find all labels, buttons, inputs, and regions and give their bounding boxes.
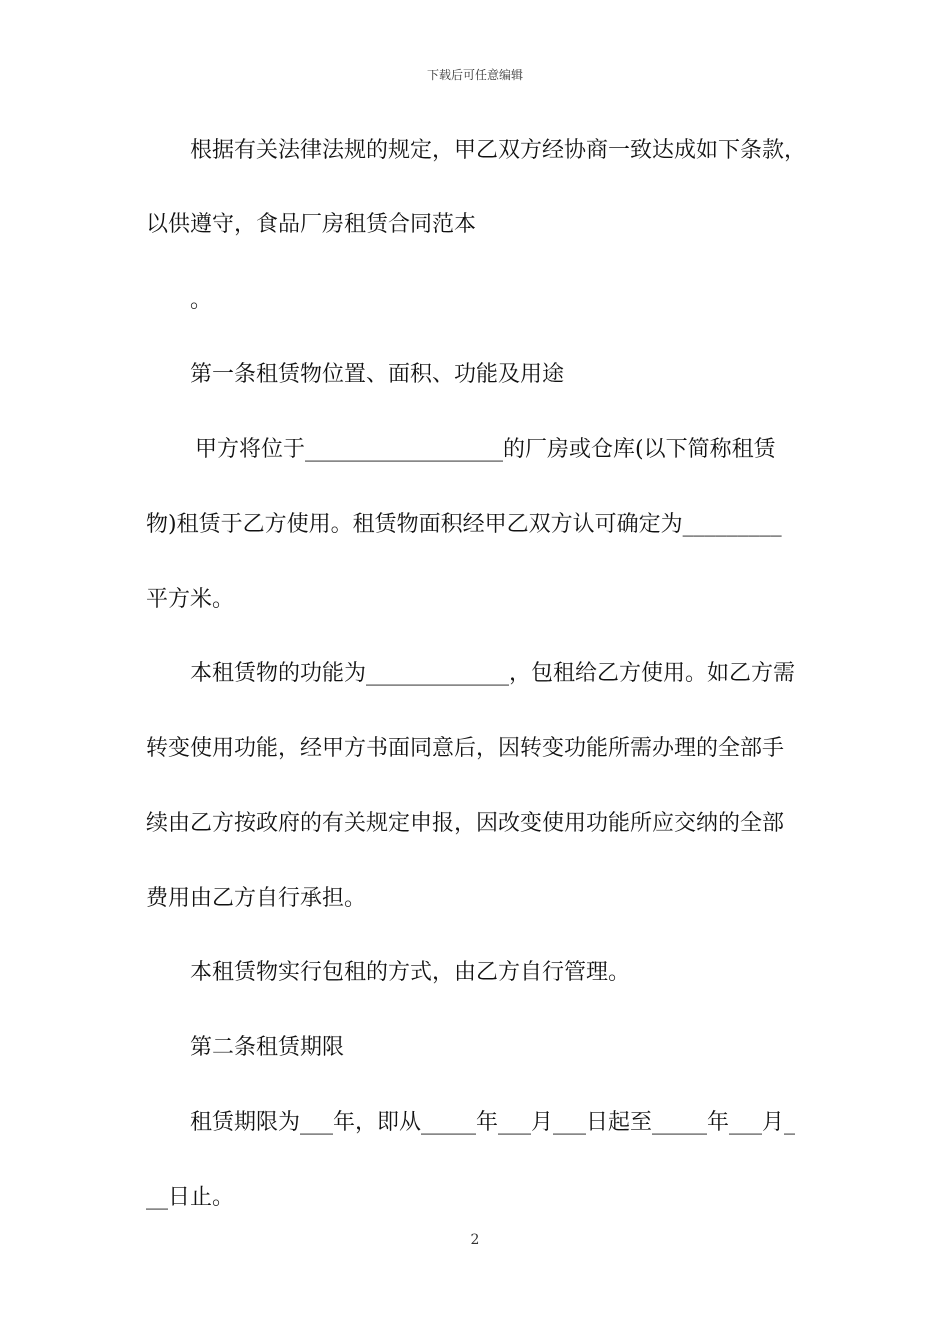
body-line-9: 转变使用功能，经甲方书面同意后，因转变功能所需办理的全部手 (146, 736, 785, 761)
body-line-8: 本租赁物的功能为_____________，包租给乙方使用。如乙方需 (190, 661, 796, 686)
body-line-7: 平方米。 (146, 587, 235, 612)
body-line-12: 本租赁物实行包租的方式，由乙方自行管理。 (190, 960, 631, 985)
body-line-2: 以供遵守，食品厂房租赁合同范本 (146, 212, 477, 237)
section-heading-1: 第一条租赁物位置、面积、功能及用途 (190, 362, 565, 387)
page-number: 2 (470, 1232, 480, 1248)
body-line-14: 租赁期限为___年，即从_____年___月___日起至_____年___月_ (190, 1110, 796, 1135)
body-line-6: 物)租赁于乙方使用。租赁物面积经甲乙双方认可确定为_________ (146, 512, 782, 537)
body-line-1: 根据有关法律法规的规定，甲乙双方经协商一致达成如下条款， (190, 138, 807, 163)
body-line-10: 续由乙方按政府的有关规定申报，因改变使用功能所应交纳的全部 (146, 811, 785, 836)
body-line-11: 费用由乙方自行承担。 (146, 886, 367, 911)
body-line-5: 甲方将位于__________________的厂房或仓库(以下简称租赁 (195, 437, 776, 462)
section-heading-2: 第二条租赁期限 (190, 1035, 345, 1060)
body-line-15: __日止。 (146, 1185, 235, 1210)
page-header: 下载后可任意编辑 (426, 68, 523, 82)
body-line-3: 。 (190, 288, 213, 313)
